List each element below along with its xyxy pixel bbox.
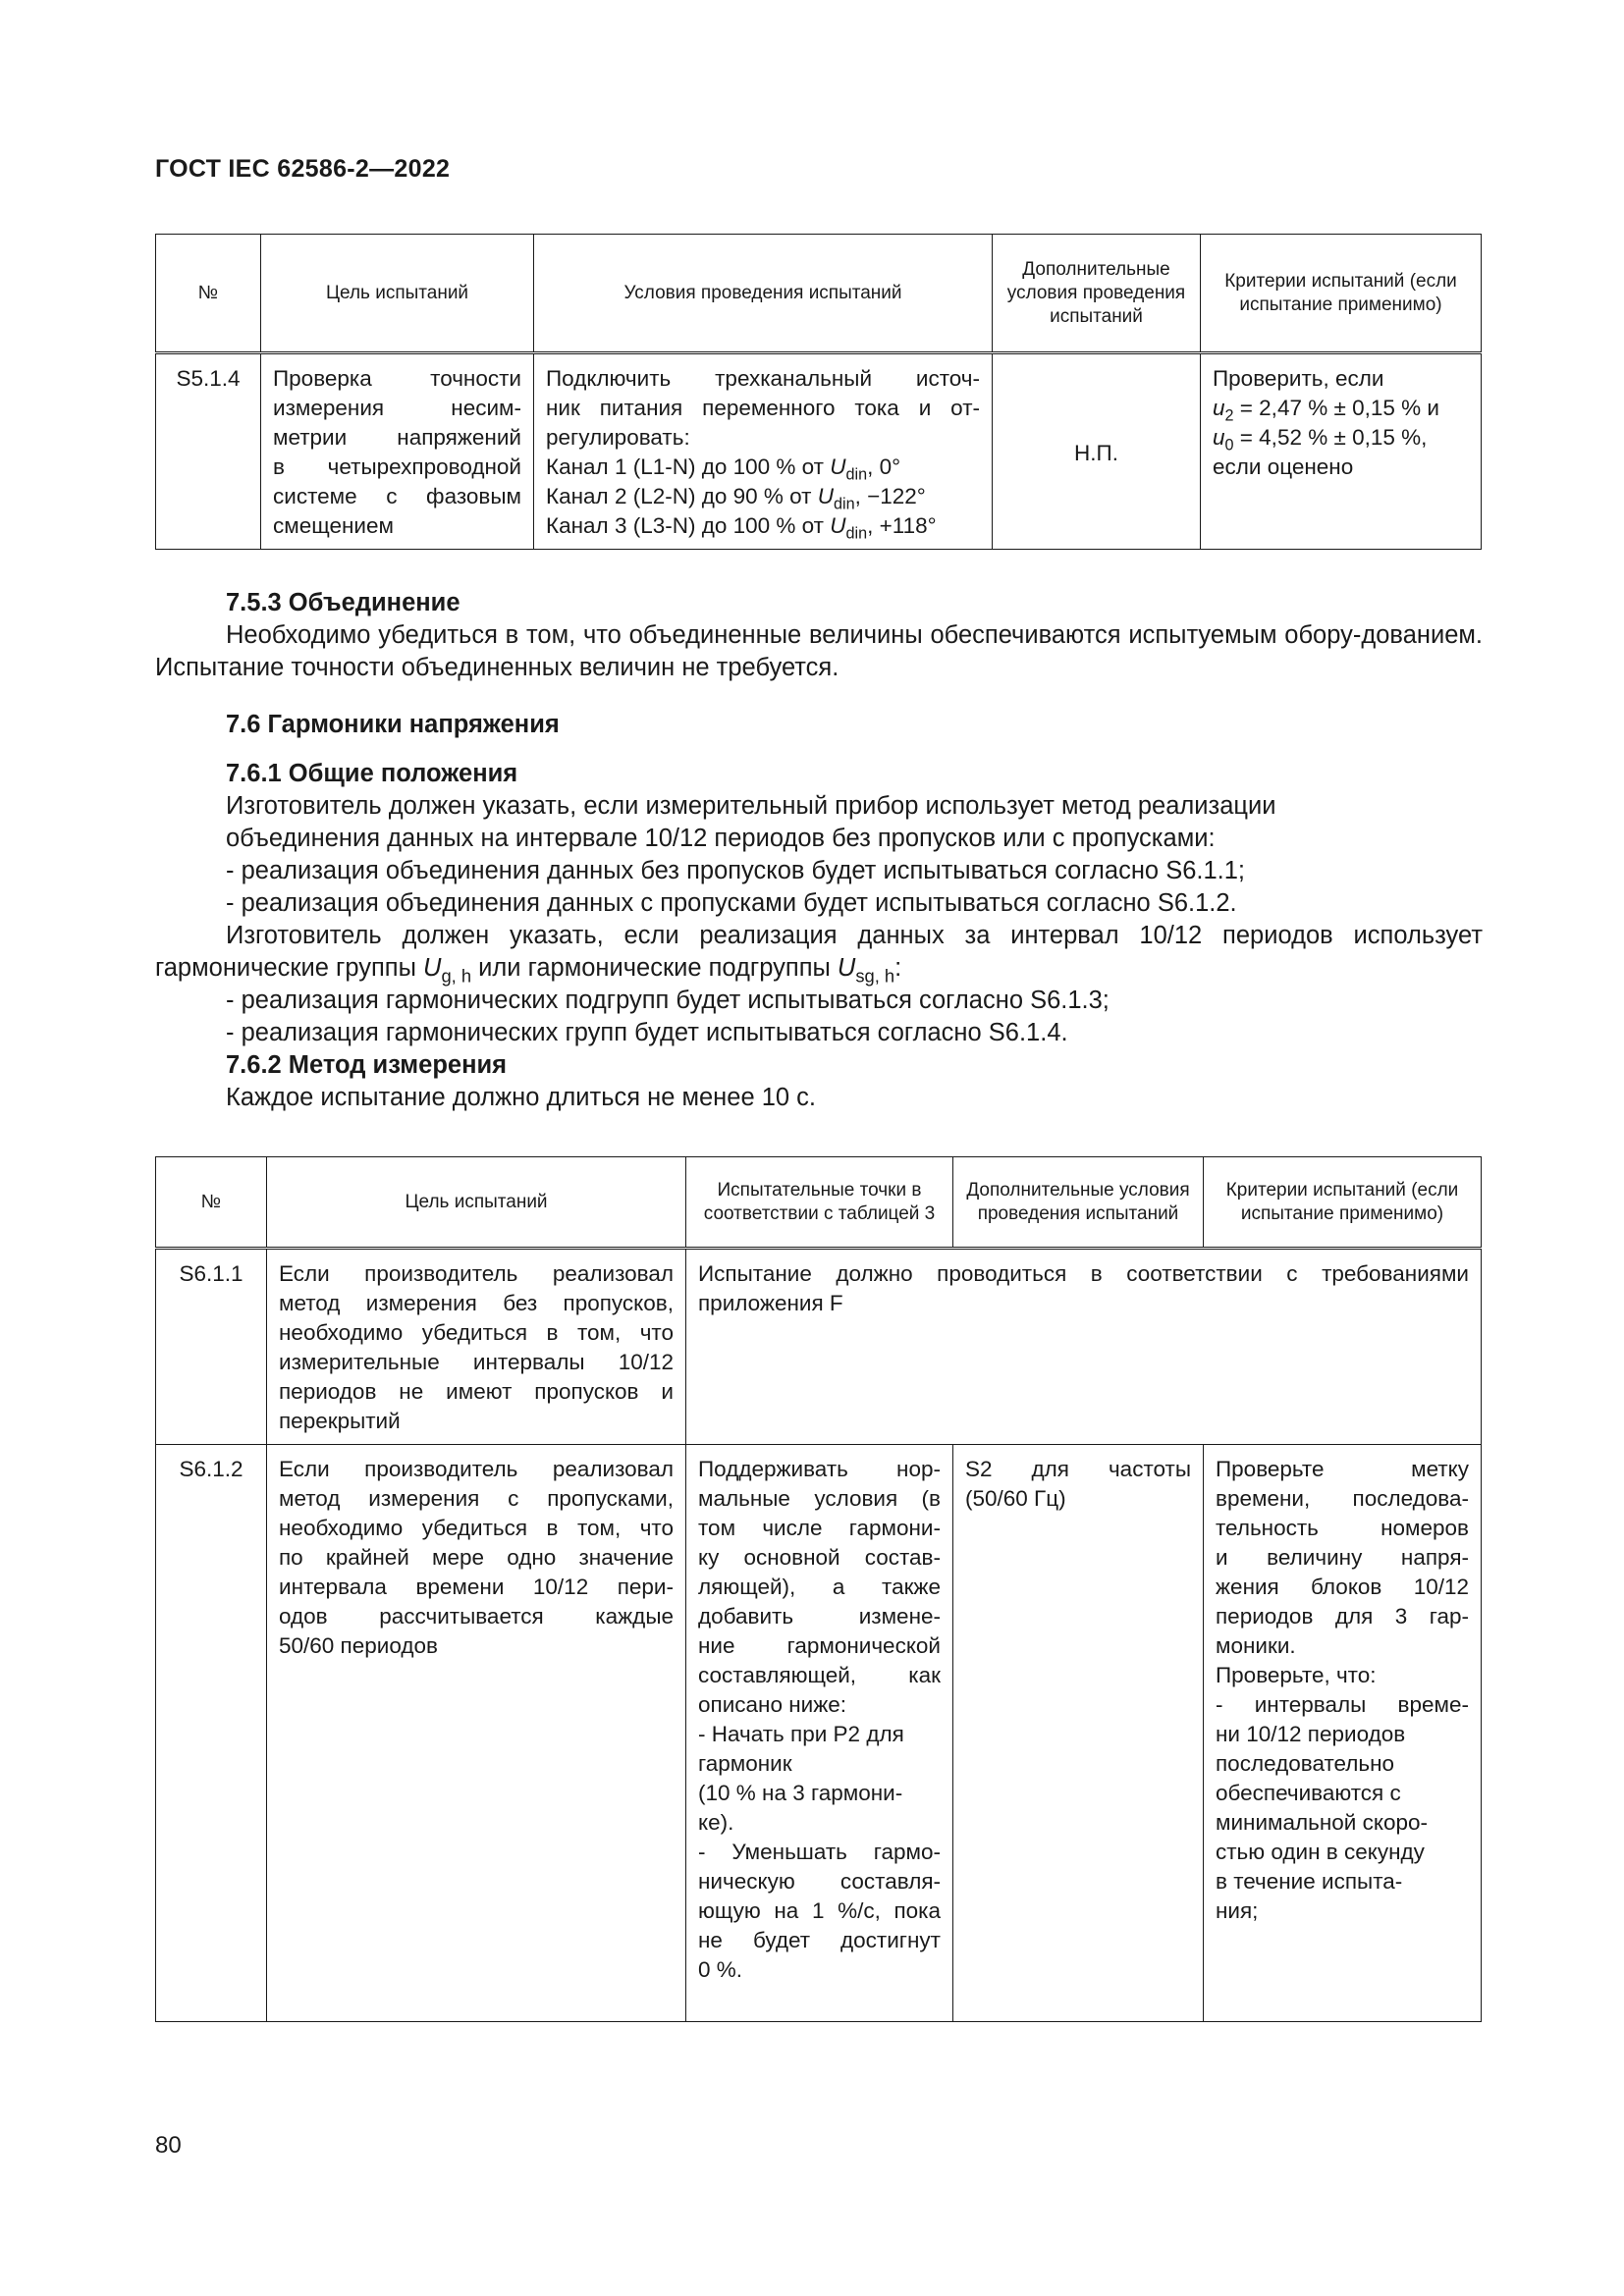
section-7-6-1 <box>155 758 1483 1114</box>
table-row <box>156 1249 1482 1445</box>
section-7-5-3 <box>155 587 1483 684</box>
col-header-number: № <box>156 235 261 353</box>
row-purpose: Проверка точности измерения несим- метрии напряжений в четырехпроводной системе с фазовым смещением <box>261 353 534 550</box>
row-number: S6.1.1 <box>156 1249 267 1445</box>
row-additional: Н.П. <box>993 353 1201 550</box>
col-header-conditions: Условия проведения испытаний <box>534 235 993 353</box>
list-item: - реализация гармонических подгрупп будет испытываться согласно S6.1.3; <box>226 987 1110 1014</box>
section-heading: 7.6 Гармоники напряжения <box>226 711 560 738</box>
paragraph-line: Изготовитель должен указать, если измерительный прибор использует метод реализации <box>226 792 1276 820</box>
row-number: S5.1.4 <box>156 353 261 550</box>
paragraph: Каждое испытание должно длиться не менее 10 с. <box>226 1084 816 1111</box>
col-header-points: Испытательные точки в соответствии с таблицей 3 <box>686 1157 953 1249</box>
row-number: S6.1.2 <box>156 1445 267 2022</box>
section-heading: 7.6.2 Метод измерения <box>226 1051 508 1079</box>
paragraph: Изготовитель должен указать, если реализация данных за интервал 10/12 периодов использует гармонические группы $U_{g, h}$ или гармонические подгруппы $U_{sg, h}$: <box>155 922 1483 987</box>
col-header-additional: Дополнительные условия проведения испытаний <box>993 235 1201 353</box>
row-merged-conditions: Испытание должно проводиться в соответствии с требованиями приложения F <box>686 1249 1482 1445</box>
table-row <box>156 1445 1482 2022</box>
col-header-purpose: Цель испытаний <box>267 1157 686 1249</box>
section-heading: 7.5.3 Объединение <box>226 589 460 616</box>
list-item: - реализация гармонических групп будет испытываться согласно S6.1.4. <box>226 1019 1068 1046</box>
section-7-6 <box>155 709 1483 741</box>
paragraph-line: объединения данных на интервале 10/12 периодов без пропусков или с пропусками: <box>226 825 1216 852</box>
col-header-additional: Дополнительные условия проведения испытаний <box>953 1157 1204 1249</box>
document-header: ГОСТ IEC 62586-2—2022 <box>155 155 451 183</box>
section-heading: 7.6.1 Общие положения <box>226 760 518 787</box>
table-s6-1 <box>155 1156 1482 2022</box>
list-item: - реализация объединения данных с пропусками будет испытываться согласно S6.1.2. <box>226 889 1237 917</box>
paragraph: Необходимо убедиться в том, что объединенные величины обеспечиваются испытуемым обору-дованием. Испытание точности объединенных величин не требуется. <box>155 621 1483 681</box>
list-item: - реализация объединения данных без пропусков будет испытываться согласно S6.1.1; <box>226 857 1246 884</box>
row-purpose: Если производитель реализовал метод измерения с пропусками, необходимо убедиться в том, что по крайней мере одно значение интервала времени 10/12 пери- одов рассчитывается каждые 50/60 периодов <box>267 1445 686 2022</box>
row-purpose: Если производитель реализовал метод измерения без пропусков, необходимо убедиться в том, что измерительные интервалы 10/12 периодов не имеют пропусков и перекрытий <box>267 1249 686 1445</box>
row-criteria: Проверьте метку времени, последова- тельность номеров и величину напря- жения блоков 10/12 периодов для 3 гар- моники. Проверьте, что: - интервалы време- ни 10/12 периодов последовательно обеспечиваются с минимальной скоро- стью один в секунду в течение испыта- ния; <box>1204 1445 1482 2022</box>
col-header-purpose: Цель испытаний <box>261 235 534 353</box>
col-header-number: № <box>156 1157 267 1249</box>
row-test-points: Поддерживать нор- мальные условия (в том числе гармони- ку основной состав- ляющей), а также добавить измене- ние гармонической составляющей, как описано ниже: - Начать при P2 для гармоник (10 % на 3 гармони- ке). - Уменьшать гармо- ническую составля- ющую на 1 %/с, пока не будет достигнут 0 %. <box>686 1445 953 2022</box>
table-row <box>156 353 1482 550</box>
row-criteria: Проверить, если $u_2 = 2,47$ % ± 0,15 % и $u_0 = 4,52$ % ± 0,15 %, если оценено <box>1201 353 1482 550</box>
row-conditions: Подключить трехканальный источ- ник питания переменного тока и от- регулировать: Канал 1 (L1-N) до 100 % от $U_{din}$, 0° Канал 2 (L2-N) до 90 % от $U_{din}$, −122° Канал 3 (L3-N) до 100 % от $U_{din}$, +118° <box>534 353 993 550</box>
table-s5-1-4 <box>155 234 1482 550</box>
col-header-criteria: Критерии испытаний (если испытание применимо) <box>1201 235 1482 353</box>
col-header-criteria: Критерии испытаний (если испытание применимо) <box>1204 1157 1482 1249</box>
row-additional: S2 для частоты (50/60 Гц) <box>953 1445 1204 2022</box>
page-number: 80 <box>155 2132 182 2159</box>
